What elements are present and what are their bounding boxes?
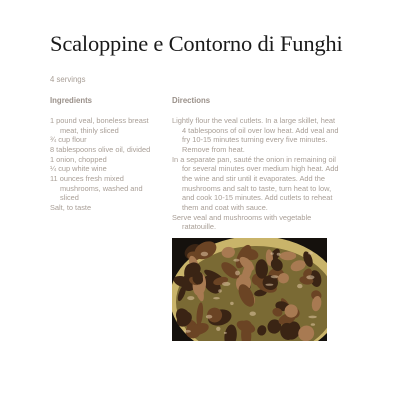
- mushroom-highlight: [230, 302, 234, 305]
- mushroom-highlight: [201, 252, 208, 257]
- ingredients-list: [50, 116, 162, 213]
- mushroom-highlight: [308, 252, 313, 255]
- ingredient-item: 1 onion, chopped: [50, 154, 107, 164]
- mushroom-highlight: [311, 323, 315, 326]
- directions-heading: Directions: [172, 96, 211, 105]
- mushroom-highlight: [222, 282, 230, 286]
- mushroom-highlight: [218, 289, 222, 292]
- mushroom-highlight: [271, 275, 279, 278]
- mushroom-highlight: [224, 332, 227, 334]
- mushroom-highlight: [265, 284, 273, 286]
- mushroom-highlight: [306, 275, 314, 279]
- mushroom-highlight: [308, 316, 317, 319]
- mushroom-highlight: [297, 284, 302, 288]
- mushroom-highlight: [277, 253, 281, 256]
- direction-step: Lightly flour the veal cutlets. In a large skillet, heat 4 tablespoons of oil over low heat. Add veal and fry 10-15 minutes turning every five minutes. Remove from heat.: [172, 116, 339, 154]
- mushroom-highlight: [233, 259, 239, 262]
- ingredient-item: 8 tablespoons olive oil, divided: [50, 144, 151, 154]
- direction-step: In a separate pan, sauté the onion in remaining oil for several minutes over medium high heat. Add the wine and stir until it evaporates. Add the mushrooms and salt to taste, turn heat to low, and cook 10-15 minutes. Add cutlets to reheat them and coat with sauce.: [172, 154, 339, 212]
- mushroom-dish-illustration: [172, 238, 327, 341]
- recipe-title: Scaloppine e Contorno di Funghi: [50, 31, 343, 56]
- mushroom-highlight: [213, 297, 220, 299]
- directions-list: [172, 116, 340, 232]
- servings-text: 4 servings: [50, 75, 86, 84]
- mushroom-dish-photo: [172, 238, 327, 341]
- mushroom-highlight: [250, 312, 256, 316]
- direction-step: Serve veal and mushrooms with vegetable ratatouille.: [172, 212, 312, 232]
- ingredient-item: 1 pound veal, boneless breast meat, thinly sliced: [50, 116, 149, 135]
- mushroom-highlight: [187, 296, 194, 300]
- mushroom-highlight: [184, 330, 191, 333]
- mushroom-highlight: [206, 315, 212, 319]
- mushroom-slice: [280, 252, 296, 261]
- mushroom-highlight: [235, 271, 240, 276]
- ingredient-item: Salt, to taste: [50, 202, 92, 212]
- mushroom-highlight: [216, 327, 220, 331]
- ingredient-item: ¾ cup flour: [50, 135, 87, 145]
- ingredients-heading: Ingredients: [50, 96, 93, 105]
- ingredient-item: ¼ cup white wine: [50, 164, 107, 174]
- ingredient-item: 11 ounces fresh mixed mushrooms, washed and sliced: [50, 173, 143, 203]
- mushroom-highlight: [271, 252, 274, 255]
